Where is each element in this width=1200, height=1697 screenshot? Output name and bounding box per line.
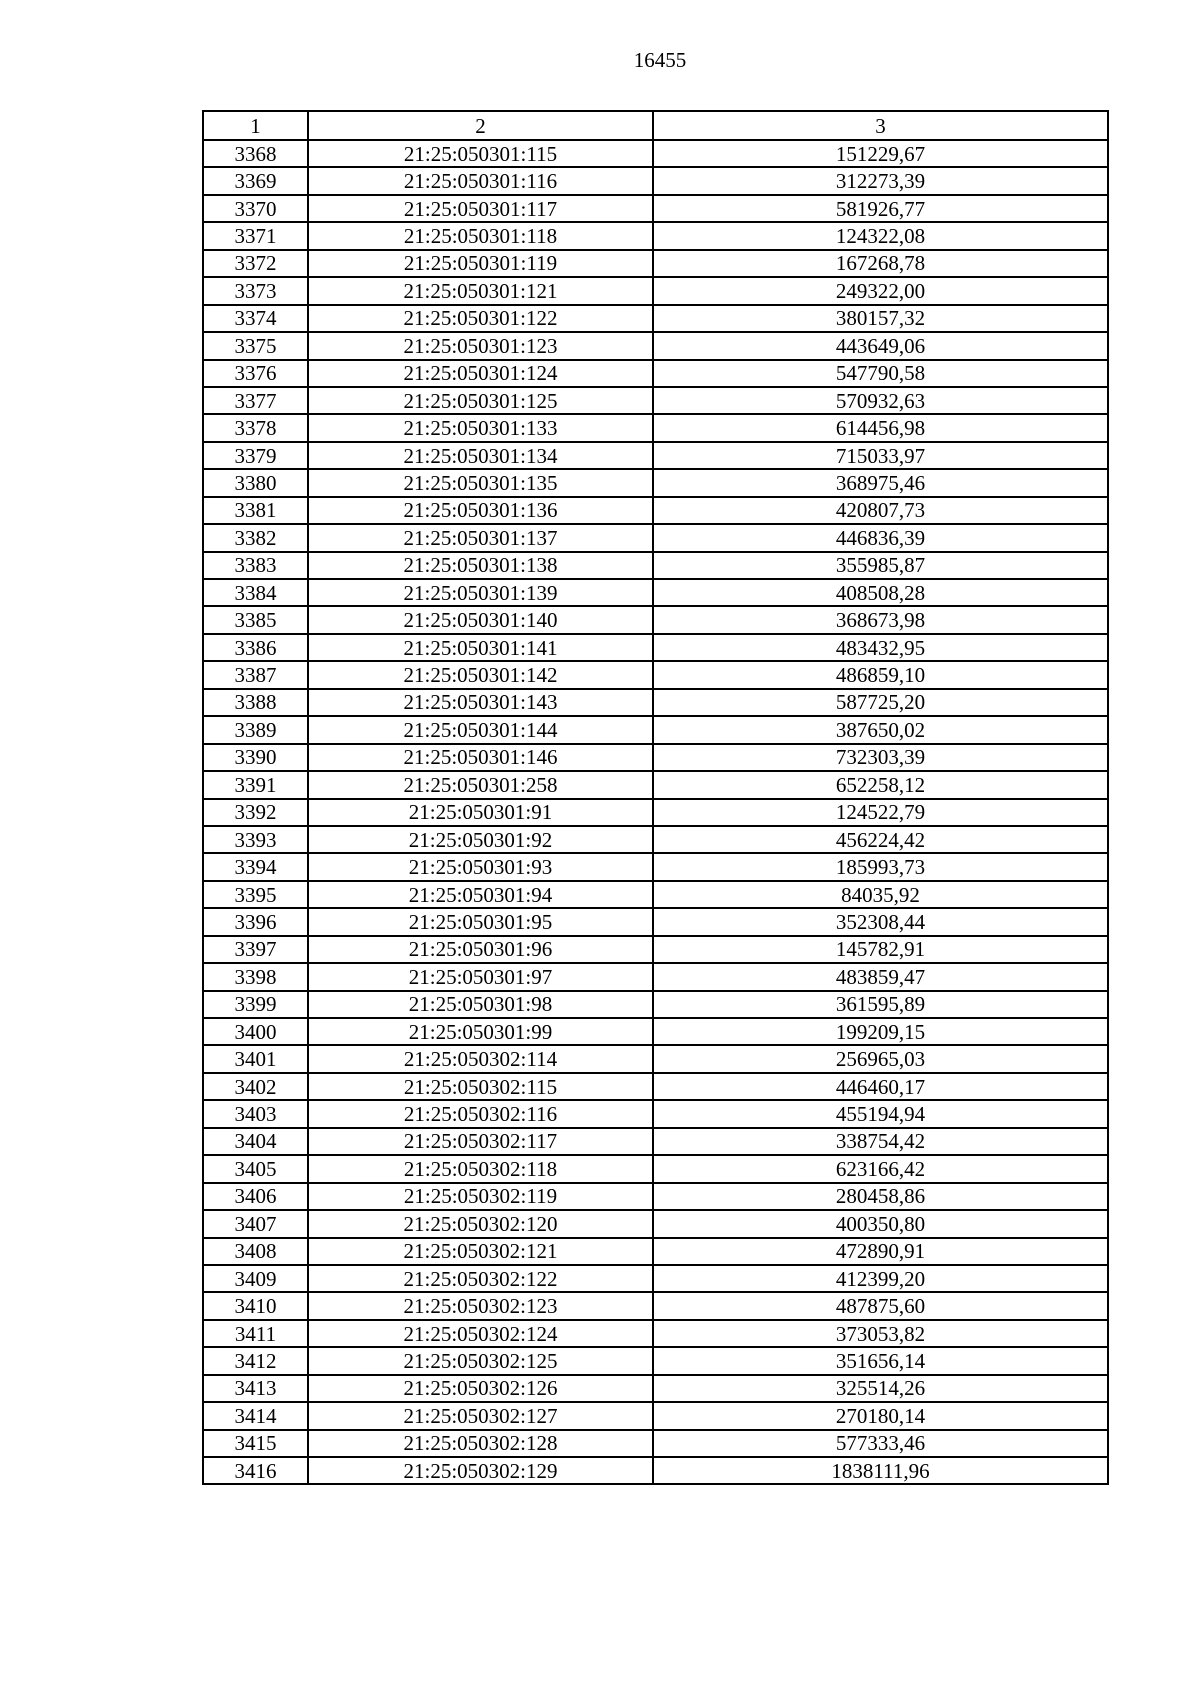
value-cell: 715033,97 xyxy=(653,442,1108,469)
cadastral-number-cell: 21:25:050301:137 xyxy=(308,524,653,551)
row-number-cell: 3395 xyxy=(203,881,308,908)
row-number-cell: 3382 xyxy=(203,524,308,551)
value-cell: 368975,46 xyxy=(653,469,1108,496)
value-cell: 455194,94 xyxy=(653,1100,1108,1127)
cadastral-number-cell: 21:25:050301:95 xyxy=(308,908,653,935)
table-row xyxy=(203,167,1108,194)
cadastral-number-cell: 21:25:050301:115 xyxy=(308,140,653,167)
value-cell: 446460,17 xyxy=(653,1073,1108,1100)
cadastral-number-cell: 21:25:050302:124 xyxy=(308,1320,653,1347)
table-row xyxy=(203,881,1108,908)
cadastral-number-cell: 21:25:050301:143 xyxy=(308,689,653,716)
cadastral-number-cell: 21:25:050301:258 xyxy=(308,771,653,798)
cadastral-number-cell: 21:25:050301:139 xyxy=(308,579,653,606)
table-row xyxy=(203,140,1108,167)
value-cell: 312273,39 xyxy=(653,167,1108,194)
row-number-cell: 3404 xyxy=(203,1128,308,1155)
value-cell: 487875,60 xyxy=(653,1292,1108,1319)
row-number-cell: 3383 xyxy=(203,552,308,579)
table-row xyxy=(203,1018,1108,1045)
table-row xyxy=(203,1347,1108,1374)
value-cell: 373053,82 xyxy=(653,1320,1108,1347)
row-number-cell: 3381 xyxy=(203,497,308,524)
cadastral-number-cell: 21:25:050301:125 xyxy=(308,387,653,414)
table-body xyxy=(203,140,1108,1484)
cadastral-number-cell: 21:25:050302:128 xyxy=(308,1430,653,1457)
value-cell: 199209,15 xyxy=(653,1018,1108,1045)
cadastral-number-cell: 21:25:050301:118 xyxy=(308,222,653,249)
value-cell: 581926,77 xyxy=(653,195,1108,222)
table-row xyxy=(203,1155,1108,1182)
cadastral-number-cell: 21:25:050302:117 xyxy=(308,1128,653,1155)
row-number-cell: 3388 xyxy=(203,689,308,716)
row-number-cell: 3376 xyxy=(203,360,308,387)
value-cell: 408508,28 xyxy=(653,579,1108,606)
table-header xyxy=(203,111,1108,140)
row-number-cell: 3401 xyxy=(203,1045,308,1072)
row-number-cell: 3368 xyxy=(203,140,308,167)
cadastral-number-cell: 21:25:050302:114 xyxy=(308,1045,653,1072)
cadastral-number-cell: 21:25:050301:144 xyxy=(308,716,653,743)
cadastral-number-cell: 21:25:050301:116 xyxy=(308,167,653,194)
table-row xyxy=(203,771,1108,798)
table-row xyxy=(203,469,1108,496)
value-cell: 587725,20 xyxy=(653,689,1108,716)
value-cell: 472890,91 xyxy=(653,1238,1108,1265)
value-cell: 387650,02 xyxy=(653,716,1108,743)
cadastral-number-cell: 21:25:050301:97 xyxy=(308,963,653,990)
table-row xyxy=(203,1402,1108,1429)
row-number-cell: 3385 xyxy=(203,606,308,633)
value-cell: 380157,32 xyxy=(653,305,1108,332)
table-row xyxy=(203,1183,1108,1210)
cadastral-number-cell: 21:25:050301:136 xyxy=(308,497,653,524)
row-number-cell: 3403 xyxy=(203,1100,308,1127)
data-table xyxy=(202,110,1109,1485)
value-cell: 256965,03 xyxy=(653,1045,1108,1072)
value-cell: 443649,06 xyxy=(653,332,1108,359)
row-number-cell: 3391 xyxy=(203,771,308,798)
page-number: 16455 xyxy=(633,48,687,72)
table-row xyxy=(203,579,1108,606)
value-cell: 352308,44 xyxy=(653,908,1108,935)
row-number-cell: 3398 xyxy=(203,963,308,990)
row-number-cell: 3369 xyxy=(203,167,308,194)
row-number-cell: 3371 xyxy=(203,222,308,249)
table-row xyxy=(203,716,1108,743)
cadastral-number-cell: 21:25:050301:141 xyxy=(308,634,653,661)
cadastral-number-cell: 21:25:050302:122 xyxy=(308,1265,653,1292)
cadastral-number-cell: 21:25:050301:138 xyxy=(308,552,653,579)
value-cell: 483859,47 xyxy=(653,963,1108,990)
row-number-cell: 3408 xyxy=(203,1238,308,1265)
row-number-cell: 3384 xyxy=(203,579,308,606)
header-row xyxy=(203,111,1108,140)
table-row xyxy=(203,1238,1108,1265)
table-row xyxy=(203,360,1108,387)
table-row xyxy=(203,963,1108,990)
value-cell: 145782,91 xyxy=(653,936,1108,963)
table-row xyxy=(203,195,1108,222)
table-row xyxy=(203,936,1108,963)
table-row xyxy=(203,1100,1108,1127)
row-number-cell: 3416 xyxy=(203,1457,308,1484)
cadastral-number-cell: 21:25:050302:120 xyxy=(308,1210,653,1237)
value-cell: 420807,73 xyxy=(653,497,1108,524)
cadastral-number-cell: 21:25:050302:116 xyxy=(308,1100,653,1127)
value-cell: 412399,20 xyxy=(653,1265,1108,1292)
row-number-cell: 3372 xyxy=(203,250,308,277)
table-row xyxy=(203,250,1108,277)
cadastral-number-cell: 21:25:050301:98 xyxy=(308,991,653,1018)
value-cell: 185993,73 xyxy=(653,853,1108,880)
cadastral-number-cell: 21:25:050302:129 xyxy=(308,1457,653,1484)
row-number-cell: 3413 xyxy=(203,1375,308,1402)
cadastral-number-cell: 21:25:050301:124 xyxy=(308,360,653,387)
value-cell: 1838111,96 xyxy=(653,1457,1108,1484)
cadastral-number-cell: 21:25:050301:93 xyxy=(308,853,653,880)
table-row xyxy=(203,634,1108,661)
table-row xyxy=(203,661,1108,688)
value-cell: 84035,92 xyxy=(653,881,1108,908)
row-number-cell: 3386 xyxy=(203,634,308,661)
cadastral-number-cell: 21:25:050301:121 xyxy=(308,277,653,304)
table-row xyxy=(203,497,1108,524)
value-cell: 577333,46 xyxy=(653,1430,1108,1457)
table-row xyxy=(203,277,1108,304)
row-number-cell: 3387 xyxy=(203,661,308,688)
row-number-cell: 3370 xyxy=(203,195,308,222)
table-row xyxy=(203,908,1108,935)
cadastral-number-cell: 21:25:050301:94 xyxy=(308,881,653,908)
row-number-cell: 3409 xyxy=(203,1265,308,1292)
value-cell: 570932,63 xyxy=(653,387,1108,414)
table-row xyxy=(203,387,1108,414)
row-number-cell: 3394 xyxy=(203,853,308,880)
table-row xyxy=(203,442,1108,469)
cadastral-number-cell: 21:25:050302:123 xyxy=(308,1292,653,1319)
cadastral-number-cell: 21:25:050302:121 xyxy=(308,1238,653,1265)
cadastral-number-cell: 21:25:050301:99 xyxy=(308,1018,653,1045)
value-cell: 167268,78 xyxy=(653,250,1108,277)
value-cell: 483432,95 xyxy=(653,634,1108,661)
row-number-cell: 3390 xyxy=(203,744,308,771)
value-cell: 614456,98 xyxy=(653,414,1108,441)
cadastral-number-cell: 21:25:050302:118 xyxy=(308,1155,653,1182)
table-row xyxy=(203,1265,1108,1292)
value-cell: 151229,67 xyxy=(653,140,1108,167)
value-cell: 280458,86 xyxy=(653,1183,1108,1210)
table-row xyxy=(203,332,1108,359)
row-number-cell: 3402 xyxy=(203,1073,308,1100)
table-row xyxy=(203,606,1108,633)
table-row xyxy=(203,1430,1108,1457)
column-header: 2 xyxy=(308,111,653,140)
row-number-cell: 3415 xyxy=(203,1430,308,1457)
cadastral-number-cell: 21:25:050302:125 xyxy=(308,1347,653,1374)
cadastral-number-cell: 21:25:050301:92 xyxy=(308,826,653,853)
table-row xyxy=(203,414,1108,441)
value-cell: 249322,00 xyxy=(653,277,1108,304)
table-row xyxy=(203,1292,1108,1319)
cadastral-number-cell: 21:25:050301:146 xyxy=(308,744,653,771)
cadastral-number-cell: 21:25:050301:135 xyxy=(308,469,653,496)
row-number-cell: 3392 xyxy=(203,799,308,826)
row-number-cell: 3410 xyxy=(203,1292,308,1319)
value-cell: 446836,39 xyxy=(653,524,1108,551)
value-cell: 361595,89 xyxy=(653,991,1108,1018)
value-cell: 351656,14 xyxy=(653,1347,1108,1374)
table-row xyxy=(203,1320,1108,1347)
table-row xyxy=(203,799,1108,826)
cadastral-number-cell: 21:25:050302:127 xyxy=(308,1402,653,1429)
cadastral-number-cell: 21:25:050301:91 xyxy=(308,799,653,826)
row-number-cell: 3380 xyxy=(203,469,308,496)
row-number-cell: 3406 xyxy=(203,1183,308,1210)
table-row xyxy=(203,826,1108,853)
column-header: 1 xyxy=(203,111,308,140)
row-number-cell: 3397 xyxy=(203,936,308,963)
value-cell: 652258,12 xyxy=(653,771,1108,798)
row-number-cell: 3400 xyxy=(203,1018,308,1045)
row-number-cell: 3377 xyxy=(203,387,308,414)
value-cell: 547790,58 xyxy=(653,360,1108,387)
table-row xyxy=(203,552,1108,579)
value-cell: 368673,98 xyxy=(653,606,1108,633)
value-cell: 338754,42 xyxy=(653,1128,1108,1155)
value-cell: 400350,80 xyxy=(653,1210,1108,1237)
row-number-cell: 3399 xyxy=(203,991,308,1018)
value-cell: 270180,14 xyxy=(653,1402,1108,1429)
cadastral-number-cell: 21:25:050301:133 xyxy=(308,414,653,441)
table-row xyxy=(203,853,1108,880)
row-number-cell: 3378 xyxy=(203,414,308,441)
table-row xyxy=(203,1045,1108,1072)
cadastral-number-cell: 21:25:050301:119 xyxy=(308,250,653,277)
value-cell: 124522,79 xyxy=(653,799,1108,826)
value-cell: 486859,10 xyxy=(653,661,1108,688)
table-row xyxy=(203,744,1108,771)
cadastral-number-cell: 21:25:050301:96 xyxy=(308,936,653,963)
cadastral-number-cell: 21:25:050302:126 xyxy=(308,1375,653,1402)
row-number-cell: 3411 xyxy=(203,1320,308,1347)
table-row xyxy=(203,524,1108,551)
column-header: 3 xyxy=(653,111,1108,140)
table-row xyxy=(203,1128,1108,1155)
value-cell: 355985,87 xyxy=(653,552,1108,579)
row-number-cell: 3412 xyxy=(203,1347,308,1374)
row-number-cell: 3375 xyxy=(203,332,308,359)
cadastral-number-cell: 21:25:050301:142 xyxy=(308,661,653,688)
cadastral-number-cell: 21:25:050301:140 xyxy=(308,606,653,633)
cadastral-number-cell: 21:25:050302:119 xyxy=(308,1183,653,1210)
value-cell: 325514,26 xyxy=(653,1375,1108,1402)
row-number-cell: 3407 xyxy=(203,1210,308,1237)
value-cell: 623166,42 xyxy=(653,1155,1108,1182)
cadastral-number-cell: 21:25:050302:115 xyxy=(308,1073,653,1100)
table-row xyxy=(203,991,1108,1018)
row-number-cell: 3396 xyxy=(203,908,308,935)
table-row xyxy=(203,1375,1108,1402)
table-row xyxy=(203,1457,1108,1484)
table-row xyxy=(203,305,1108,332)
cadastral-number-cell: 21:25:050301:123 xyxy=(308,332,653,359)
row-number-cell: 3379 xyxy=(203,442,308,469)
cadastral-number-cell: 21:25:050301:134 xyxy=(308,442,653,469)
table-row xyxy=(203,1210,1108,1237)
row-number-cell: 3393 xyxy=(203,826,308,853)
row-number-cell: 3389 xyxy=(203,716,308,743)
cadastral-number-cell: 21:25:050301:117 xyxy=(308,195,653,222)
value-cell: 732303,39 xyxy=(653,744,1108,771)
row-number-cell: 3405 xyxy=(203,1155,308,1182)
value-cell: 456224,42 xyxy=(653,826,1108,853)
row-number-cell: 3373 xyxy=(203,277,308,304)
table-row xyxy=(203,222,1108,249)
row-number-cell: 3414 xyxy=(203,1402,308,1429)
row-number-cell: 3374 xyxy=(203,305,308,332)
table-row xyxy=(203,689,1108,716)
cadastral-number-cell: 21:25:050301:122 xyxy=(308,305,653,332)
value-cell: 124322,08 xyxy=(653,222,1108,249)
table-row xyxy=(203,1073,1108,1100)
